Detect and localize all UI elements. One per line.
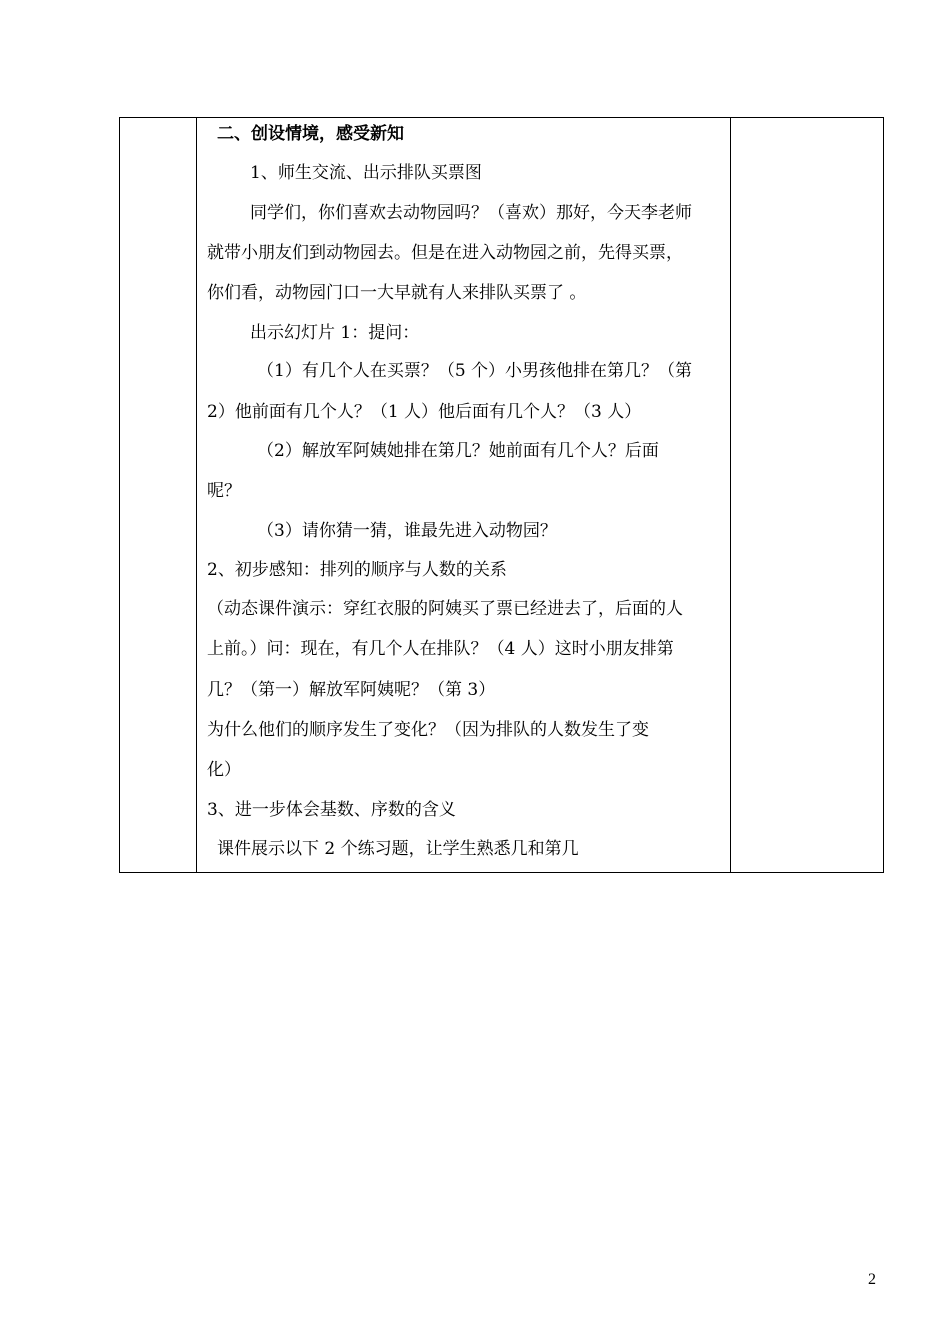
content-line: 就带小朋友们到动物园去。但是在进入动物园之前，先得买票， bbox=[207, 243, 683, 263]
section-heading: 二、创设情境，感受新知 bbox=[217, 124, 404, 144]
content-line: 2、初步感知：排列的顺序与人数的关系 bbox=[207, 560, 507, 580]
content-line: 你们看，动物园门口一大早就有人来排队买票了 。 bbox=[207, 283, 587, 303]
content-line: （2）解放军阿姨她排在第几？她前面有几个人？后面 bbox=[257, 441, 659, 461]
lesson-table bbox=[119, 117, 884, 873]
content-line: 为什么他们的顺序发生了变化？（因为排队的人数发生了变 bbox=[207, 720, 649, 740]
table-row bbox=[120, 118, 884, 873]
right-column-cell bbox=[731, 118, 884, 873]
content-line: （3）请你猜一猜，谁最先进入动物园？ bbox=[257, 521, 557, 541]
left-column-cell bbox=[120, 118, 197, 873]
content-line: 同学们，你们喜欢去动物园吗？（喜欢）那好，今天李老师 bbox=[250, 203, 692, 223]
content-line: 上前。）问：现在，有几个人在排队？（4 人）这时小朋友排第 bbox=[207, 639, 674, 659]
content-line: 1、师生交流、出示排队买票图 bbox=[250, 163, 482, 183]
page-number: 2 bbox=[868, 1271, 876, 1288]
content-line: 几？（第一）解放军阿姨呢？（第 3） bbox=[207, 680, 496, 700]
content-line: 化） bbox=[207, 760, 241, 780]
content-line: （1）有几个人在买票？（5 个）小男孩他排在第几？（第 bbox=[257, 361, 693, 381]
content-line: 2）他前面有几个人？（1 人）他后面有几个人？（3 人） bbox=[207, 402, 642, 422]
content-cell bbox=[197, 118, 731, 873]
content-line: （动态课件演示：穿红衣服的阿姨买了票已经进去了，后面的人 bbox=[207, 599, 683, 619]
content-line: 3、进一步体会基数、序数的含义 bbox=[207, 800, 456, 820]
content-line: 呢？ bbox=[207, 481, 241, 501]
content-line: 课件展示以下 2 个练习题，让学生熟悉几和第几 bbox=[217, 839, 579, 859]
content-line: 出示幻灯片 1：提问： bbox=[250, 323, 420, 343]
